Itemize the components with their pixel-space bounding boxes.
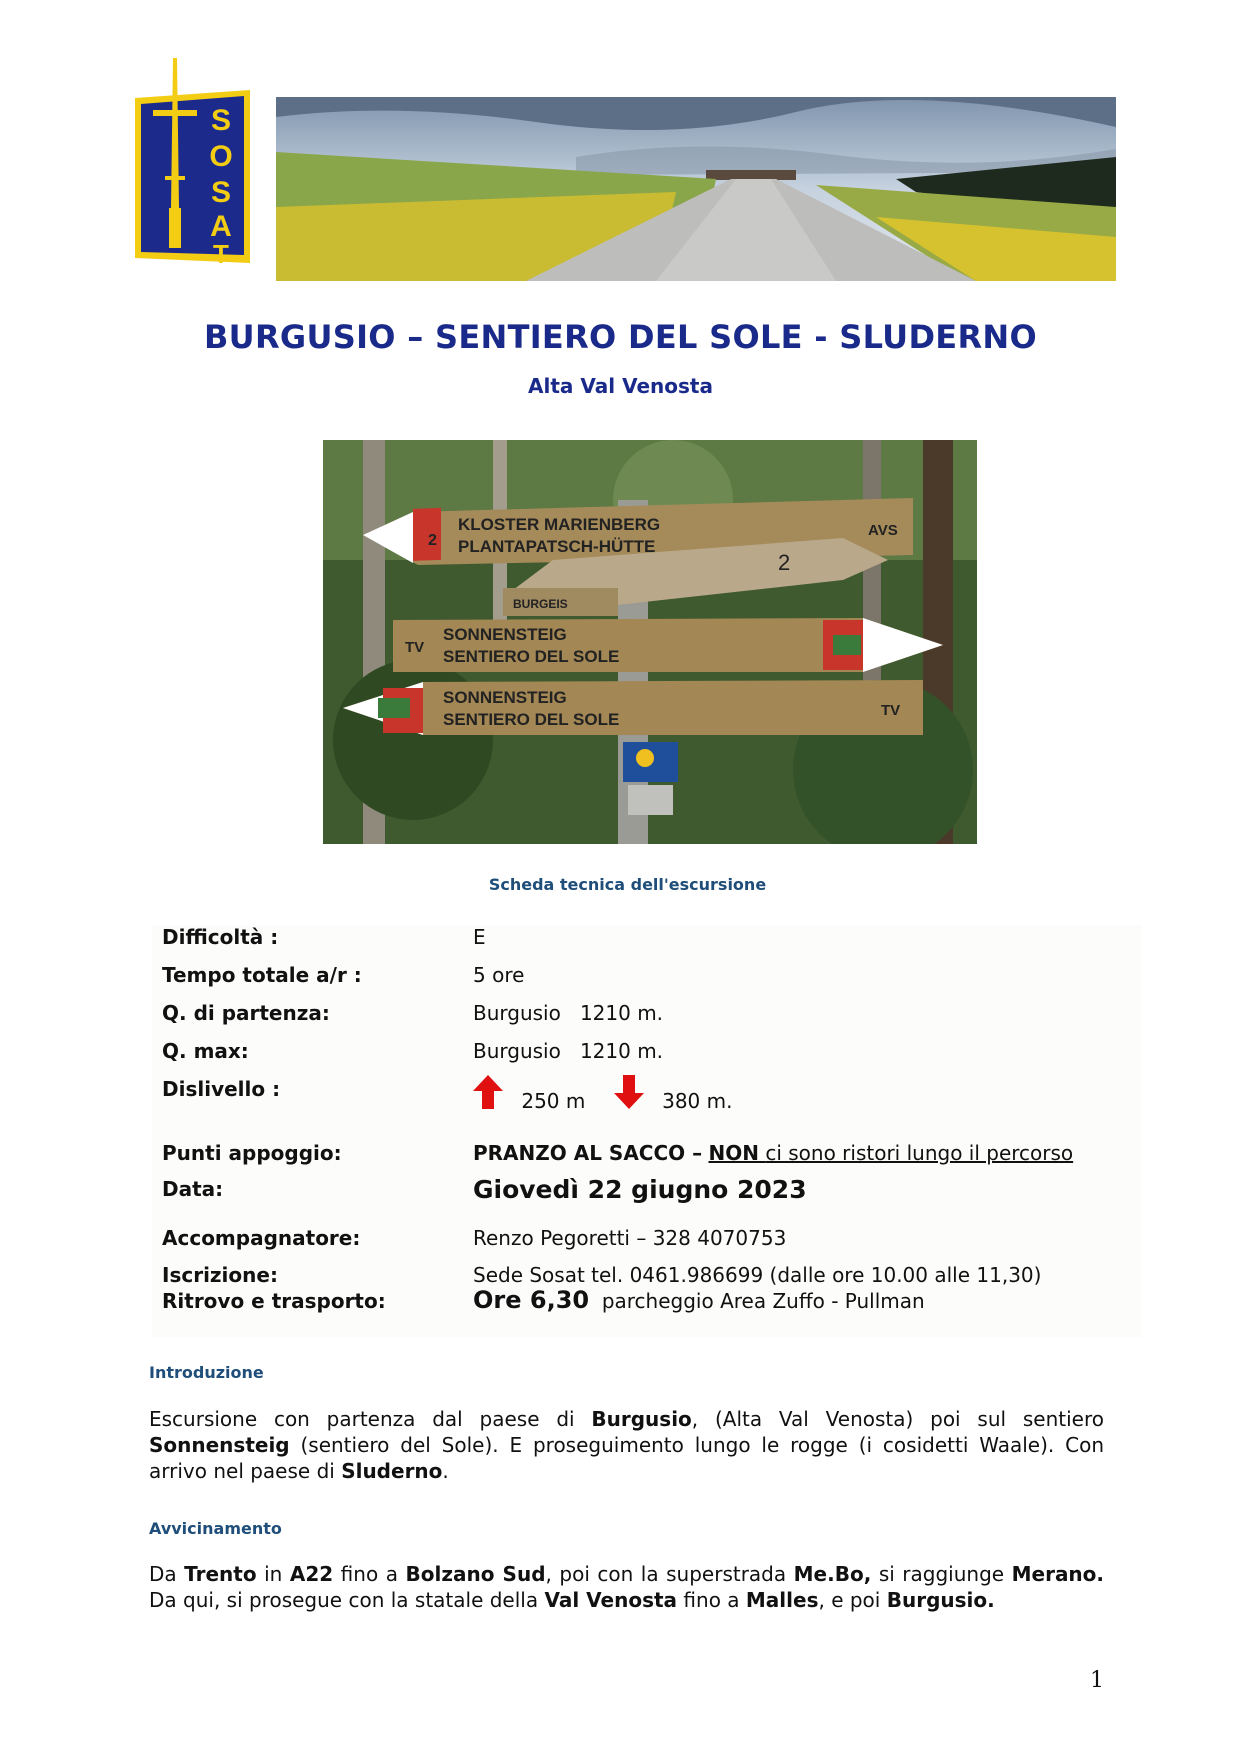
max-altitude: 1210 m.	[579, 1039, 664, 1063]
signup-label: Iscrizione:	[162, 1263, 278, 1287]
meeting-time: Ore 6,30	[473, 1286, 590, 1314]
arrow-up-icon	[473, 1075, 503, 1109]
approach-text-5: si raggiunge	[871, 1562, 1012, 1586]
approach-val-venosta: Val Venosta	[544, 1588, 678, 1612]
sign-sonnensteig-right-line2: SENTIERO DEL SOLE	[443, 647, 620, 666]
logo-letter-s2: S	[210, 176, 232, 209]
approach-merano: Merano.	[1011, 1562, 1105, 1586]
sign-kloster-line1: KLOSTER MARIENBERG	[458, 515, 661, 534]
signup-value: Sede Sosat tel. 0461.986699 (dalle ore 10.00 alle 11,30)	[473, 1263, 1042, 1287]
support-value	[473, 1141, 1073, 1165]
drop-label: Dislivello :	[162, 1077, 281, 1101]
start-place: Burgusio	[473, 1001, 561, 1025]
sign-sonnensteig-left-code: TV	[881, 702, 901, 719]
approach-text-6: Da qui, si prosegue con la statale della	[149, 1588, 545, 1612]
max-label: Q. max:	[162, 1039, 249, 1063]
trail-signpost-photo	[323, 440, 977, 844]
approach-text-2: in	[256, 1562, 290, 1586]
start-value	[473, 1001, 663, 1025]
approach-mebo: Me.Bo,	[793, 1562, 872, 1586]
approach-paragraph	[149, 1561, 1104, 1613]
intro-paragraph	[149, 1406, 1104, 1484]
sosat-logo	[125, 58, 260, 286]
intro-text-3: (sentiero del Sole). E proseguimento lungo le rogge (i cosidetti Waale). Con arrivo nel paese di	[149, 1433, 1104, 1483]
approach-malles: Malles	[745, 1588, 819, 1612]
support-label: Punti appoggio:	[162, 1141, 342, 1165]
start-altitude: 1210 m.	[579, 1001, 664, 1025]
sign-kloster-code: AVS	[868, 522, 898, 539]
drop-down: 380 m.	[662, 1089, 733, 1113]
sign-second-number: 2	[778, 550, 791, 575]
intro-heading: Introduzione	[149, 1363, 264, 1382]
meeting-label: Ritrovo e trasporto:	[162, 1289, 386, 1313]
sign-sonnensteig-left-line1: SONNENSTEIG	[443, 688, 567, 707]
time-value: 5 ore	[473, 963, 525, 987]
sign-kloster-number: 2	[428, 532, 437, 549]
date-label: Data:	[162, 1177, 224, 1201]
logo-letter-t: T	[213, 239, 229, 269]
difficulty-label: Difficoltà :	[162, 925, 279, 949]
approach-text-7: fino a	[677, 1588, 746, 1612]
approach-trento: Trento	[184, 1562, 257, 1586]
drop-up: 250 m	[521, 1089, 586, 1113]
approach-a22: A22	[289, 1562, 334, 1586]
meeting-place: parcheggio Area Zuffo - Pullman	[601, 1289, 925, 1313]
difficulty-value: E	[473, 925, 486, 949]
drop-value	[473, 1075, 733, 1113]
sign-kloster-line2: PLANTAPATSCH-HÜTTE	[458, 537, 656, 556]
approach-text-1: Da	[149, 1562, 185, 1586]
approach-text-8: , e poi	[818, 1588, 887, 1612]
approach-bolzano: Bolzano Sud	[405, 1562, 546, 1586]
max-value	[473, 1039, 663, 1063]
page-number: 1	[1090, 1668, 1104, 1693]
logo-letter-s1: S	[210, 104, 232, 137]
approach-text-4: , poi con la superstrada	[545, 1562, 794, 1586]
intro-sonnensteig: Sonnensteig	[149, 1433, 290, 1457]
time-label: Tempo totale a/r :	[162, 963, 362, 987]
support-non: NON	[708, 1141, 759, 1165]
logo-letter-a: A	[210, 210, 232, 243]
intro-burgusio: Burgusio	[591, 1407, 692, 1431]
intro-text-1: Escursione con partenza dal paese di	[149, 1407, 592, 1431]
support-bold: PRANZO AL SACCO –	[473, 1141, 703, 1165]
sign-sonnensteig-right-line1: SONNENSTEIG	[443, 625, 567, 644]
tech-sheet-table	[152, 925, 1142, 1337]
intro-text-2: , (Alta Val Venosta) poi sul sentiero	[691, 1407, 1105, 1431]
guide-value: Renzo Pegoretti – 328 4070753	[473, 1226, 787, 1250]
approach-heading: Avvicinamento	[149, 1519, 282, 1538]
start-label: Q. di partenza:	[162, 1001, 330, 1025]
sign-sonnensteig-left-line2: SENTIERO DEL SOLE	[443, 710, 620, 729]
page-subtitle: Alta Val Venosta	[528, 374, 713, 398]
sign-burgeis: BURGEIS	[513, 597, 568, 611]
meeting-value	[473, 1286, 925, 1314]
intro-sluderno: Sluderno	[341, 1459, 443, 1483]
banner-road-photo	[276, 97, 1116, 281]
guide-label: Accompagnatore:	[162, 1226, 361, 1250]
max-place: Burgusio	[473, 1039, 561, 1063]
sign-sonnensteig-right-code: TV	[405, 639, 425, 656]
intro-text-4: .	[442, 1459, 449, 1483]
support-rest: ci sono ristori lungo il percorso	[765, 1141, 1074, 1165]
approach-burgusio: Burgusio.	[886, 1588, 995, 1612]
tech-sheet-caption: Scheda tecnica dell'escursione	[488, 875, 767, 894]
arrow-down-icon	[614, 1075, 644, 1109]
logo-letter-o: O	[209, 140, 233, 173]
page-title: BURGUSIO – SENTIERO DEL SOLE - SLUDERNO	[203, 318, 1037, 356]
date-value: Giovedì 22 giugno 2023	[473, 1175, 807, 1204]
approach-text-3: fino a	[333, 1562, 406, 1586]
